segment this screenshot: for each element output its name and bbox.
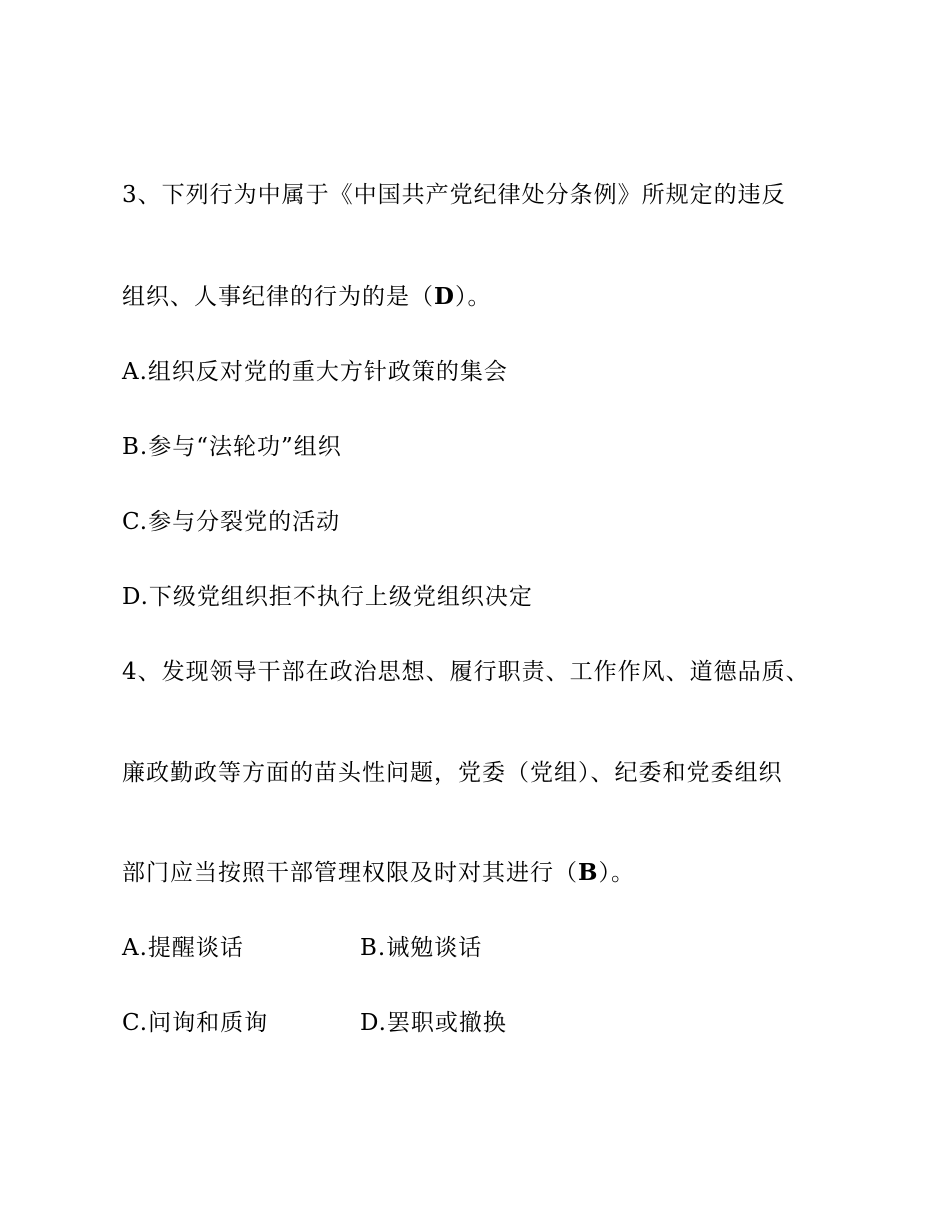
question-4-text-line-2: 廉政勤政等方面的苗头性问题，党委（党组）、纪委和党委组织 [122, 760, 783, 786]
question-4-text-line-1: 4、发现领导干部在政治思想、履行职责、工作作风、道德品质、 [122, 659, 810, 685]
question-4-text-pre: 部门应当按照干部管理权限及时对其进行（ [122, 860, 578, 886]
question-4-option-a: A.提醒谈话 [122, 935, 244, 961]
question-3-text-line-1: 3、下列行为中属于《中国共产党纪律处分条例》所规定的违反 [122, 182, 786, 208]
question-3-text-pre: 组织、人事纪律的行为的是（ [122, 284, 434, 310]
question-4-option-b: B.诫勉谈话 [360, 935, 483, 961]
question-3-option-d: D.下级党组织拒不执行上级党组织决定 [122, 584, 533, 610]
question-4-text-line-3 [122, 858, 635, 888]
question-4-answer: B [578, 859, 599, 886]
question-3-option-a: A.组织反对党的重大方针政策的集会 [122, 359, 508, 385]
question-3-answer: D [434, 283, 455, 310]
question-3-text-line-2 [122, 282, 491, 312]
question-4-option-d: D.罢职或撤换 [360, 1010, 507, 1036]
question-3-text-post: ）。 [454, 284, 492, 310]
question-4-option-c: C.问询和质询 [122, 1010, 269, 1036]
question-4-text-post: ）。 [598, 860, 635, 886]
question-3-option-c: C.参与分裂党的活动 [122, 509, 341, 535]
question-3-option-b: B.参与“法轮功”组织 [122, 434, 342, 460]
